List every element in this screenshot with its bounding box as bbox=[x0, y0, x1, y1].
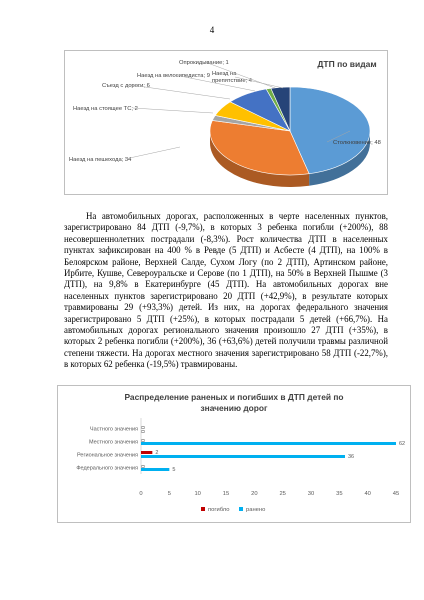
bar-killed-2 bbox=[141, 451, 152, 454]
pie-label-6-line2: препятствие; 4 bbox=[212, 78, 252, 84]
pie-label-3: Съезд с дороги; 6 bbox=[102, 83, 150, 89]
bar-title-line-0: Распределение раненых и погибших в ДТП детей по bbox=[124, 392, 344, 402]
pie-chart-svg bbox=[65, 51, 387, 194]
pie-leader-2 bbox=[133, 108, 213, 113]
pie-label-0: Столкновение; 48 bbox=[333, 140, 381, 146]
page-number: 4 bbox=[209, 25, 215, 35]
bar-category-label-3: Федерального значения bbox=[76, 465, 138, 472]
body-paragraph: На автомобильных дорогах, расположенных в черте населенных пунктов, зарегистрировано 84 ДТП (-9,7%), в которых 3 ребенка погибли (+200%), 88 несовершеннолетних пострадали (-8,3%). Рост количества ДТП в населенных пунктах зафиксирован на 400 % в Ревде (5 ДТП) и Асбесте (4 ДТП), на 100% в Белоярском районе, Верхней Салде, Сухом Логу (по 2 ДТП), Артинском районе, Ирбите, Кушве, Североуральске и Серове (по 1 ДТП), на 50% в Верхней Пышме (3 ДТП), на 9,8% в Екатеринбурге (45 ДТП). На автомобильных дорогах вне населенных пунктов зарегистрировано 20 ДТП (+42,9%), в результате которых травмированы 29 (+93,3%) детей. Из них, на дорогах федерального значения зарегистрировано 5 ДТП (+25%), в которых пострадали 5 детей (+66,7%). На автомобильных дорогах регионального значения произошло 27 ДТП (+35%), в которых 2 ребенка погибли (+200%), 36 (+63,6%) детей получили травмы различной степени тяжести. На дорогах местного значения зарегистрировано 58 ДТП (-22,7%), в которых 62 ребенка (-19,5%) травмированы. bbox=[64, 211, 388, 370]
bar-injured-2 bbox=[141, 455, 345, 458]
bar-injured-label-1: 62 bbox=[399, 441, 406, 447]
bar-killed-label-1: 0 bbox=[141, 438, 147, 442]
pie-leader-3 bbox=[131, 85, 230, 99]
pie-label-5: Опрокидывание; 1 bbox=[179, 60, 229, 66]
legend-label-killed: погибло bbox=[208, 507, 230, 513]
pie-label-2: Наезд на стоящее ТС; 2 bbox=[73, 106, 138, 112]
bar-x-tick-7: 35 bbox=[336, 491, 343, 497]
bar-title-line-1: значению дорог bbox=[200, 403, 268, 413]
bar-x-tick-8: 40 bbox=[364, 491, 371, 497]
bar-injured-label-2: 36 bbox=[348, 454, 355, 460]
bar-x-tick-5: 25 bbox=[279, 491, 286, 497]
bar-x-tick-0: 0 bbox=[139, 491, 143, 497]
bar-injured-label-3: 5 bbox=[172, 467, 176, 473]
bar-injured-1 bbox=[141, 442, 396, 445]
bar-x-tick-4: 20 bbox=[251, 491, 258, 497]
pie-label-6: Наезд на bbox=[212, 71, 237, 77]
bar-x-tick-1: 5 bbox=[167, 491, 171, 497]
pie-leader-1 bbox=[125, 147, 180, 159]
bar-x-tick-2: 10 bbox=[194, 491, 201, 497]
bar-category-label-2: Региональное значения bbox=[77, 452, 138, 459]
legend-swatch-killed bbox=[201, 507, 205, 511]
legend-label-injured: ранено bbox=[246, 507, 266, 513]
pie-label-1: Наезд на пешехода; 34 bbox=[69, 157, 132, 163]
bar-x-tick-9: 45 bbox=[392, 491, 400, 497]
pie-label-4: Наезд на велосипедиста; 9 bbox=[137, 73, 210, 79]
bar-chart-svg bbox=[58, 386, 410, 522]
bar-x-tick-3: 15 bbox=[222, 491, 230, 497]
bar-killed-label-2: 2 bbox=[155, 450, 159, 456]
pie-chart-dtp-types bbox=[64, 50, 388, 195]
bar-injured-label-0: 0 bbox=[141, 429, 147, 433]
bar-chart-road-types bbox=[57, 385, 411, 523]
bar-killed-label-0: 0 bbox=[141, 425, 147, 429]
legend-swatch-injured bbox=[239, 507, 243, 511]
bar-x-tick-6: 30 bbox=[307, 491, 315, 497]
bar-category-label-0: Частного значения bbox=[89, 426, 138, 433]
body-text bbox=[64, 211, 388, 371]
bar-killed-label-3: 0 bbox=[141, 464, 147, 468]
pie-title: ДТП по видам bbox=[317, 59, 377, 69]
bar-category-label-1: Местного значения bbox=[88, 439, 138, 446]
